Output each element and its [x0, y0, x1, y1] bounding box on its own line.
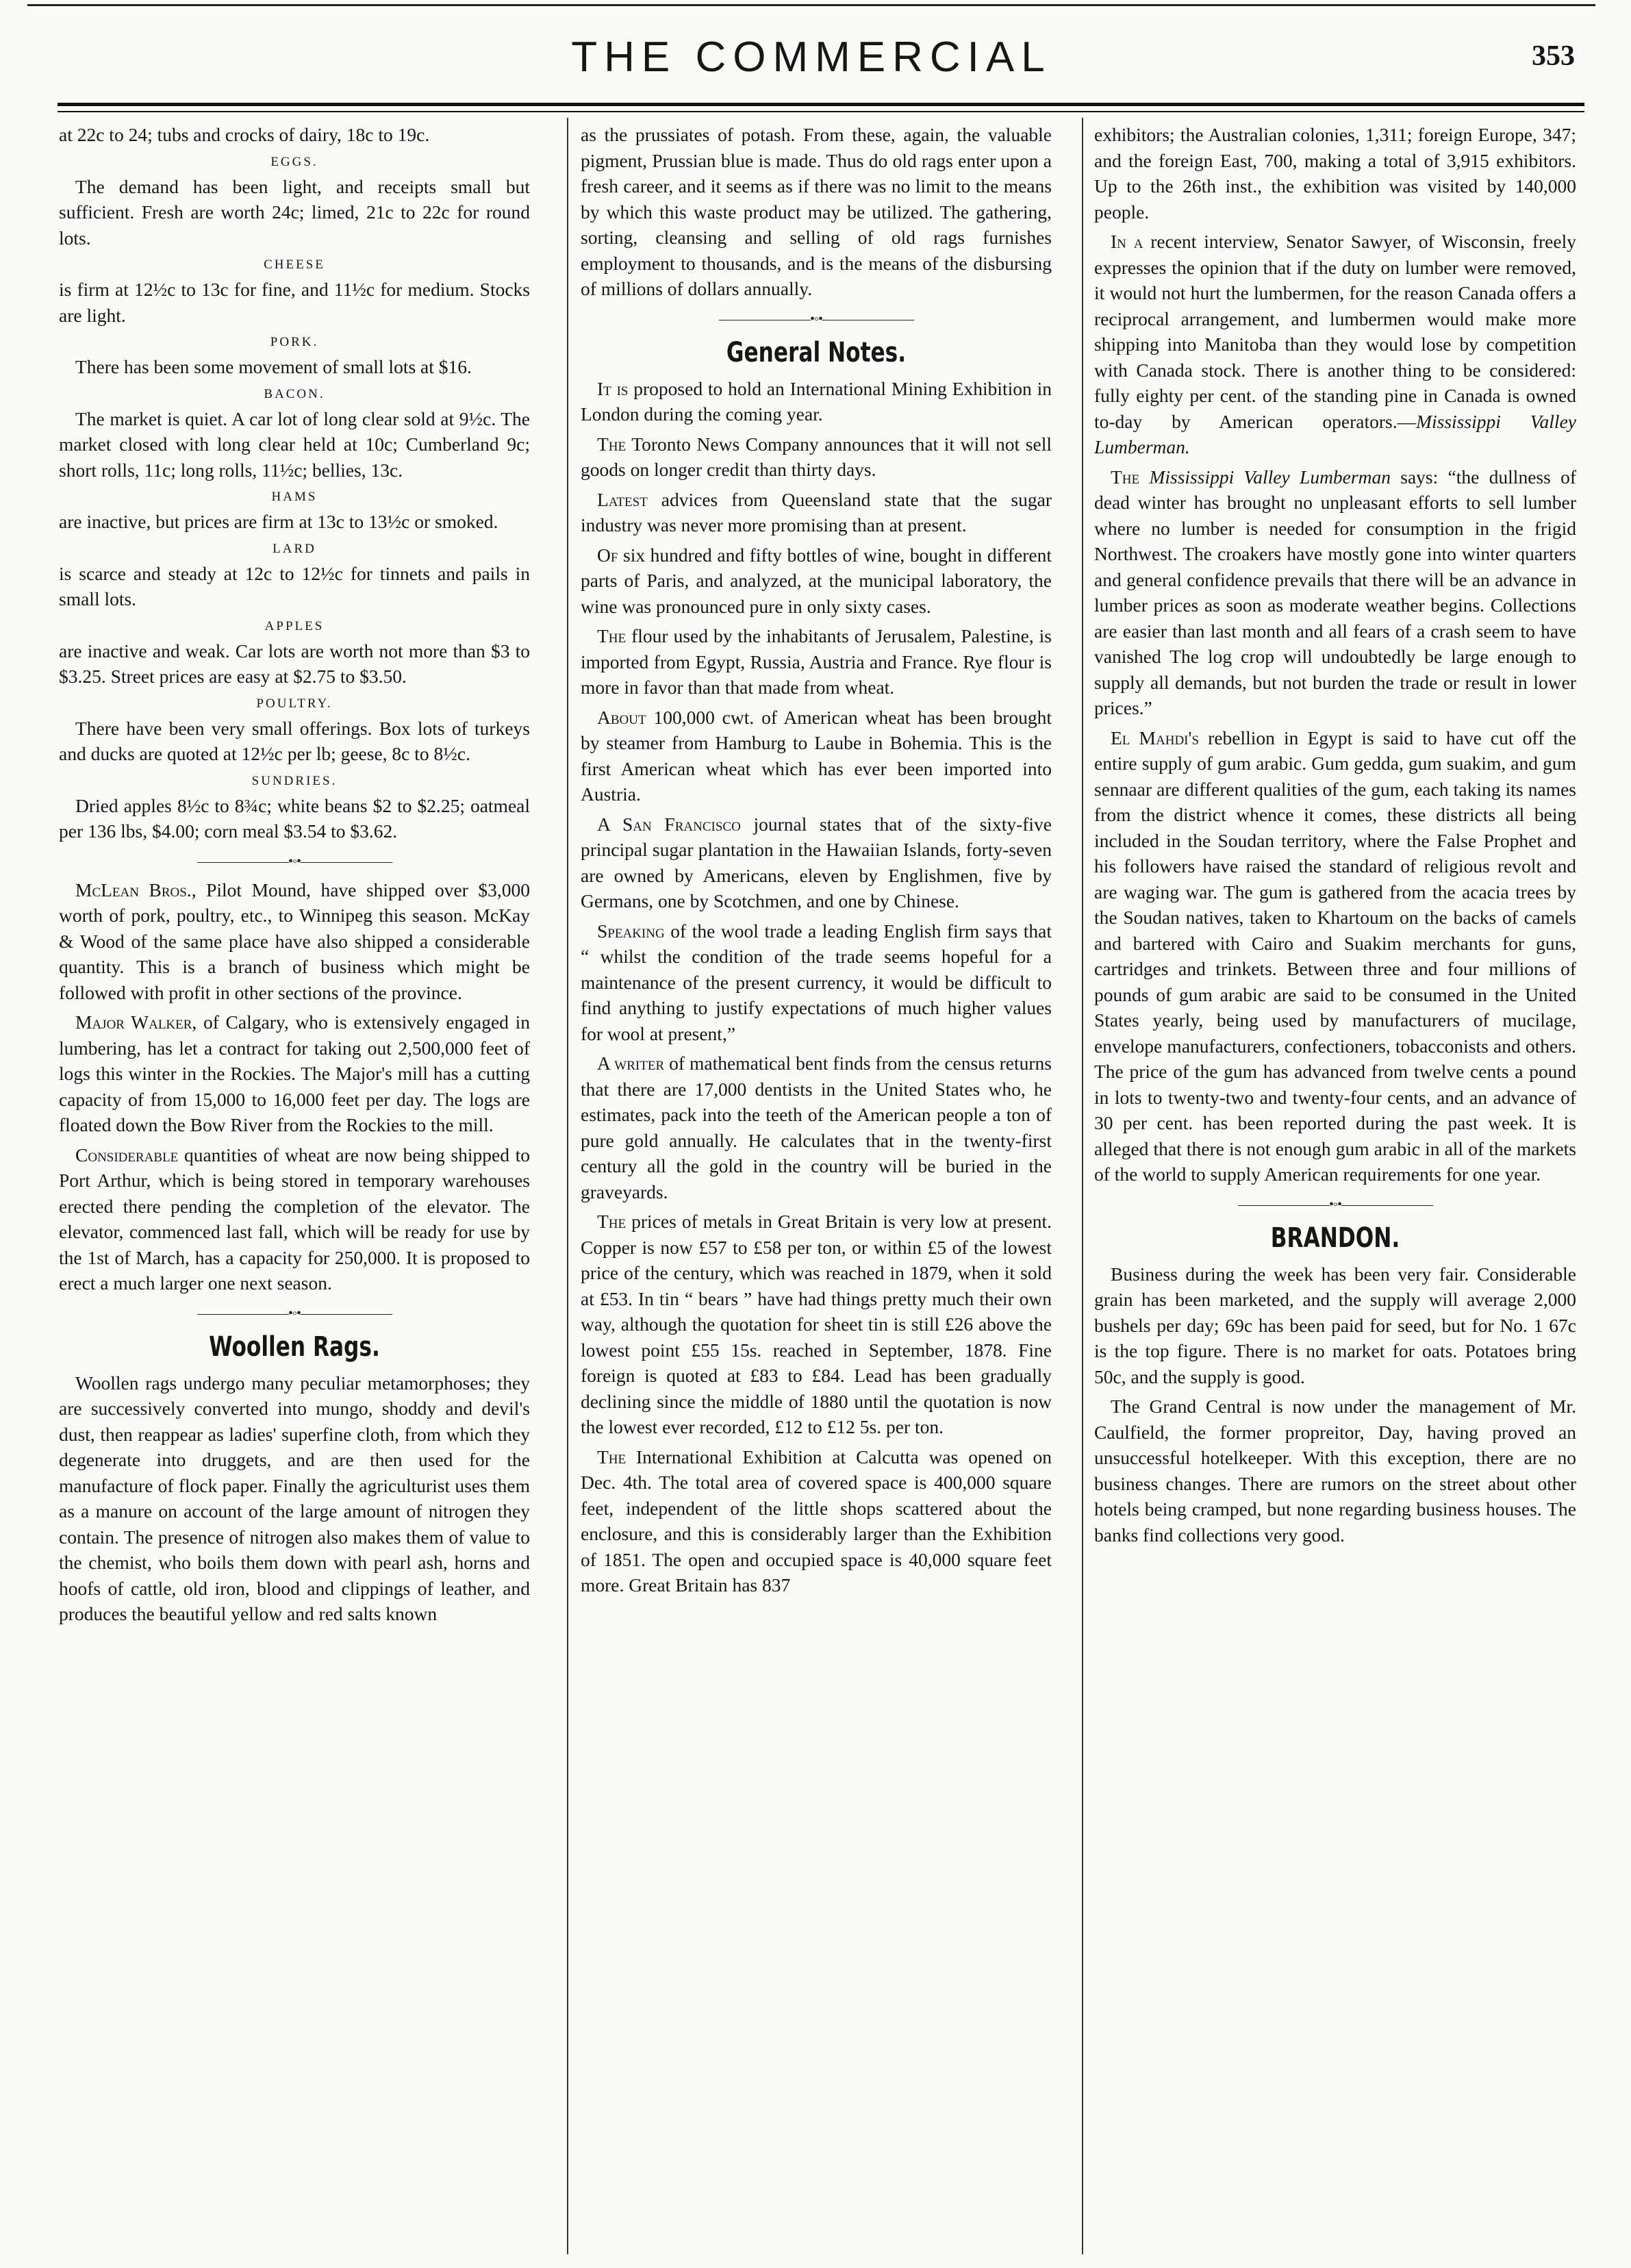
lead-in: A writer	[597, 1053, 665, 1074]
paragraph-text: recent interview, Senator Sawyer, of Wisconsin, freely expresses the opinion that if the duty on lumber were removed, it would not hurt the lumbermen, for the reason Canada offers a reciprocal arrangement, and lumbermen would make more shipping into Manitoba than they would lose by competition with Canada stock. There is another thing to be considered: fully eighty per cent. of the standing pine in Canada is owned to-day by American operators.—	[1094, 231, 1576, 432]
paragraph: at 22c to 24; tubs and crocks of dairy, 18c to 19c.	[59, 124, 430, 145]
paragraph-text: rebellion in Egypt is said to have cut off the entire supply of gum arabic. Gum gedda, gum suakim, and gum sennaar are different qualities of the gum, each taking its names from the district whence it comes, these districts all being included in the Soudan territory, where the False Prophet and his followers have raised the standard of religious revolt and are waging war. The gum is gathered from the acacia trees by the Soudan natives, taken to Khartoum on the backs of camels and bartered with Cairo and Suakim merchants for guns, cartridges and trinkets. Between three and four millions of pounds of gum arabic are said to be consumed in the United States yearly, being used by manufacturers of mucilage, envelope manufacturers, confectioners, tobacconists and others. The price of the gum has advanced from twelve cents a pound in lots to twenty-two and twenty-four cents, and an advance of 30 per cent. has been reported during the past week. It is alleged that there is not enough gum arabic in all of the markets of the world to supply American requirements for one year.	[1094, 727, 1576, 1185]
lead-in: Major Walker	[75, 1011, 192, 1033]
paragraph	[581, 705, 1052, 807]
paragraph	[1094, 229, 1576, 460]
section-title-woollen-rags: Woollen Rags.	[209, 1331, 380, 1363]
section-separator: ———————•◦•———————	[197, 853, 392, 869]
paragraph: There has been some movement of small lots at $16.	[75, 356, 472, 377]
subheading-poultry: POULTRY.	[256, 696, 333, 711]
paragraph: There have been very small offerings. Box lots of turkeys and ducks are quoted at 12½c per lb; geese, 8c to 8½c.	[59, 717, 530, 764]
lead-in: El Mahdi's	[1111, 727, 1200, 748]
paragraph	[581, 376, 1052, 427]
column-divider	[567, 118, 568, 2254]
section-separator: ———————•◦•———————	[197, 1305, 392, 1321]
page-number: 353	[1532, 40, 1575, 72]
source-credit: Mississippi Valley Lumberman.	[1094, 410, 1576, 457]
section-separator: ———————•◦•———————	[718, 311, 914, 327]
paragraph-text: of the wool trade a leading English firm says that “ whilst the condition of the trade seems hopeful for a maintenance of the present currency, it would be difficult to find anything to justify expectations of much higher values for wool at present,”	[581, 920, 1052, 1044]
paragraph	[581, 1050, 1052, 1205]
section-title-general-notes: General Notes.	[726, 336, 907, 368]
column-left	[59, 122, 530, 2252]
paragraph	[59, 1009, 530, 1138]
paragraph-text: , of Calgary, who is extensively engaged in lumbering, has let a contract for taking out 2,500,000 feet of logs this winter in the Rockies. The Major's mill has a cutting capacity of from 15,000 to 16,000 feet per day. The logs are floated down the Bow River from the Rockies to the mill.	[59, 1011, 530, 1135]
paragraph	[581, 1209, 1052, 1440]
paragraph: are inactive and weak. Car lots are worth not more than $3 to $3.25. Street prices are easy at $2.75 to $3.50.	[59, 640, 530, 687]
top-border-rule	[27, 4, 1595, 6]
column-divider	[1082, 118, 1083, 2254]
lead-in: In a	[1111, 231, 1143, 252]
subheading-sundries: SUNDRIES.	[251, 773, 338, 788]
paragraph	[581, 1444, 1052, 1598]
paragraph-text: six hundred and fifty bottles of wine, bought in different parts of Paris, and analyzed, at the municipal laboratory, the wine was pronounced pure in only sixty cases.	[581, 544, 1052, 617]
paragraph-text: of mathematical bent finds from the census returns that there are 17,000 dentists in the United States who, he estimates, pack into the teeth of the American people a ton of pure gold annually. He calculates that in the twenty-first century all the gold in the country will be buried in the graveyards.	[581, 1053, 1052, 1202]
header-rule-thin	[58, 111, 1584, 112]
lead-in: The	[597, 433, 627, 455]
lead-in: The	[597, 625, 627, 646]
newspaper-page	[27, 0, 1595, 2268]
lead-in: The	[597, 1446, 627, 1467]
column-middle	[581, 122, 1052, 2252]
paragraph-text: , Pilot Mound, have shipped over $3,000 worth of pork, poultry, etc., to Winnipeg this season. McKay & Wood of the same place have also shipped a considerable quantity. This is a branch of business which might be followed with profit in other sections of the province.	[59, 879, 530, 1003]
subheading-hams: HAMS	[271, 490, 318, 504]
lead-in: The	[1111, 466, 1140, 488]
paragraph-text: 100,000 cwt. of American wheat has been brought by steamer from Hamburg to Laube in Bohemia. This is the first American wheat which has ever been imported into Austria.	[581, 706, 1052, 805]
lead-in: McLean Bros.	[75, 879, 192, 900]
paragraph-text: says: “the dullness of dead winter has brought no unpleasant efforts to sell lumber where no lumber is needed for consumption in the frigid Northwest. The croakers have mostly gone into winter quarters and general confidence prevails that there will be an advance in lumber prices as soon as moderate weather begins. Collections are easier than last month and all fears of a crash seem to have vanished The log crop will undoubtedly be large enough to supply all demands, but not burden the trade or result in lower prices.”	[1094, 466, 1576, 718]
lead-in: The	[597, 1211, 627, 1232]
paragraph: is firm at 12½c to 13c for fine, and 11½c for medium. Stocks are light.	[59, 279, 530, 326]
section-title-brandon: BRANDON.	[1270, 1222, 1400, 1254]
column-right	[1094, 122, 1576, 2252]
lead-in: Latest	[597, 488, 648, 510]
paragraph: is scarce and steady at 12c to 12½c for tinnets and pails in small lots.	[59, 562, 530, 609]
paragraph	[1094, 725, 1576, 1187]
subheading-pork: PORK.	[270, 335, 319, 349]
paragraph: The market is quiet. A car lot of long clear sold at 9½c. The market closed with long clear held at 10c; Cumberland 9c; short rolls, 11c; long rolls, 11½c; bellies, 13c.	[59, 407, 530, 481]
source-credit: Mississippi Valley Lumberman	[1149, 466, 1391, 488]
paragraph: exhibitors; the Australian colonies, 1,311; foreign Europe, 347; and the foreign East, 700, making a total of 3,915 exhibitors. Up to the 26th inst., the exhibition was visited by 140,000 people.	[1094, 124, 1576, 223]
subheading-cheese: CHEESE	[264, 257, 325, 272]
header-rule-thick	[58, 103, 1584, 106]
lead-in: About	[597, 706, 646, 728]
paragraph	[1094, 464, 1576, 721]
paragraph-text: proposed to hold an International Mining Exhibition in London during the coming year.	[581, 377, 1052, 425]
subheading-apples: APPLES	[264, 618, 325, 633]
paragraph: The Grand Central is now under the management of Mr. Caulfield, the former propreitor, Day, having proved an unsuccessful hotelkeeper. With this exception, there are no business changes. There are rumors on the street about other hotels being cramped, but none regarding business houses. The banks find collections very good.	[1094, 1396, 1576, 1546]
subheading-lard: LARD	[273, 541, 316, 556]
paragraph: Dried apples 8½c to 8¾c; white beans $2 to $2.25; oatmeal per 136 lbs, $4.00; corn meal $3.54 to $3.62.	[59, 794, 530, 842]
paragraph	[581, 918, 1052, 1047]
lead-in: Considerable	[75, 1144, 179, 1166]
lead-in: Speaking	[597, 920, 665, 942]
paragraph: as the prussiates of potash. From these, again, the valuable pigment, Prussian blue is made. Thus do old rags enter upon a fresh career, and it seems as if there was no limit to the means by which this waste product may be utilized. The gathering, sorting, cleansing and selling of old rags furnishes employment to thousands, and is the means of the disbursing of millions of dollars annually.	[581, 124, 1052, 299]
paragraph	[581, 542, 1052, 620]
paragraph-text: quantities of wheat are now being shipped to Port Arthur, which is being stored in temporary warehouses erected there pending the completion of the elevator. The elevator, commenced last fall, which will be ready for use by the 1st of March, has a capacity for 250,000. It is proposed to erect a much larger one next season.	[59, 1144, 530, 1294]
paragraph	[581, 431, 1052, 483]
paragraph-text: advices from Queensland state that the sugar industry was never more promising than at present.	[581, 488, 1052, 536]
paragraph	[581, 623, 1052, 701]
paragraph-text: journal states that of the sixty-five principal sugar plantation in the Hawaiian Islands, forty-seven are owned by Americans, eleven by Englishmen, five by Germans, one by Scotchmen, and one by Chinese.	[581, 813, 1052, 911]
paragraph-text: flour used by the inhabitants of Jerusalem, Palestine, is imported from Egypt, Russia, Austria and France. Rye flour is more in favor than that made from wheat.	[581, 625, 1052, 698]
masthead-title: THE COMMERCIAL	[571, 34, 1052, 81]
paragraph: Business during the week has been very fair. Considerable grain has been marketed, and the supply will average 2,000 bushels per day; 69c has been paid for seed, but for No. 1 67c is the top figure. There is no market for oats. Potatoes bring 50c, and the supply is good.	[1094, 1263, 1576, 1387]
paragraph-text: prices of metals in Great Britain is very low at present. Copper is now £57 to £58 per ton, or within £5 of the lowest price of the century, which was reached in 1879, when it sold at £53. In tin “ bears ” have had things pretty much their own way, although the quotation for sheet tin is still £26 above the lowest point £55 15s. reached in September, 1878. Fine foreign is quoted at £83 to £84. Lead has been gradually declining since the middle of 1880 until the quotation is now the lowest ever recorded, £12 to £12 5s. per ton.	[581, 1211, 1052, 1437]
subheading-bacon: BACON.	[264, 386, 325, 401]
lead-in: It is	[597, 377, 629, 399]
paragraph	[59, 877, 530, 1006]
paragraph-text: International Exhibition at Calcutta was opened on Dec. 4th. The total area of covered space is 400,000 square feet, independent of the little shops scattered about the enclosure, and this is considerably larger than the Exhibition of 1851. The open and occupied space is 40,000 square feet more. Great Britain has 837	[581, 1446, 1052, 1596]
paragraph	[581, 811, 1052, 914]
paragraph	[581, 487, 1052, 538]
subheading-eggs: EGGS.	[270, 154, 318, 169]
paragraph: Woollen rags undergo many peculiar metamorphoses; they are successively converted into mungo, shoddy and devil's dust, then reappear as ladies' superfine cloth, from which they degenerate into druggets, and are then used for the manufacture of flock paper. Finally the agriculturist uses them as a manure on account of the large amount of nitrogen they contain. The presence of nitrogen also makes them of value to the chemist, who boils them down with pearl ash, horns and hoofs of cattle, old iron, blood and clippings of leather, and produces the beautiful yellow and red salts known	[59, 1372, 530, 1624]
lead-in: Of	[597, 544, 618, 566]
paragraph-text: Toronto News Company announces that it will not sell goods on longer credit than thirty days.	[581, 433, 1052, 480]
paragraph: The demand has been light, and receipts small but sufficient. Fresh are worth 24c; limed, 21c to 22c for round lots.	[59, 175, 530, 249]
lead-in: A San Francisco	[597, 813, 741, 835]
paragraph: are inactive, but prices are firm at 13c to 13½c or smoked.	[59, 511, 498, 532]
paragraph	[59, 1142, 530, 1296]
section-separator: ———————•◦•———————	[1237, 1196, 1433, 1212]
